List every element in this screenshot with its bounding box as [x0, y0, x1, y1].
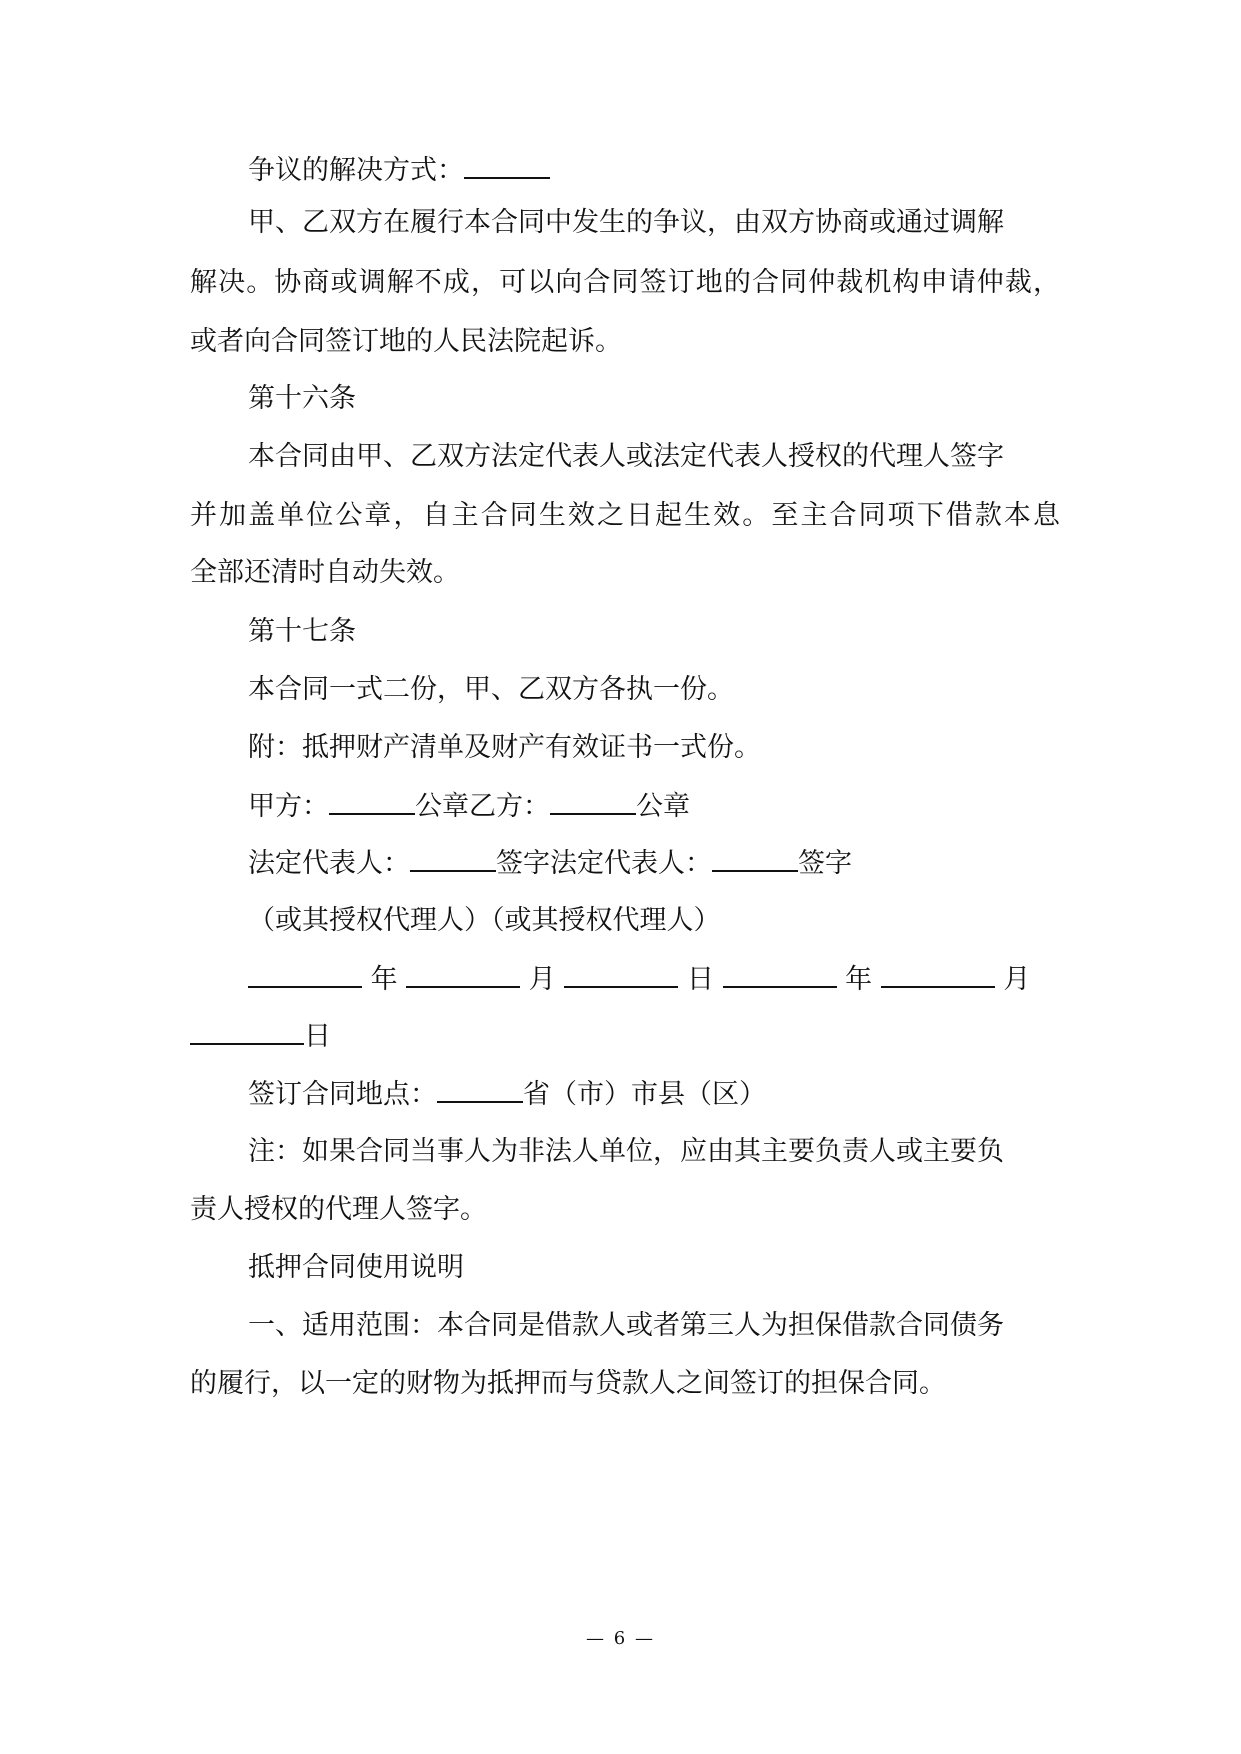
fill-blank [550, 786, 636, 815]
party-seal-line: 甲方： 公章乙方： 公章 [248, 786, 690, 827]
fill-blank [190, 1016, 304, 1045]
fill-blank [329, 786, 415, 815]
instructions-heading: 抵押合同使用说明 [248, 1252, 464, 1283]
date-line: 年 月 日 年 月 [248, 959, 1030, 1000]
paragraph-line: 或者向合同签订地的人民法院起诉。 [190, 326, 622, 357]
note-line: 责人授权的代理人签字。 [190, 1194, 487, 1225]
fill-blank [712, 843, 798, 872]
paragraph-line: 本合同一式二份，甲、乙双方各执一份。 [248, 674, 734, 705]
article-16-heading: 第十六条 [248, 383, 356, 414]
date-line-cont: 日 [190, 1016, 331, 1057]
paragraph-line: 全部还清时自动失效。 [190, 557, 460, 588]
fill-blank [406, 959, 520, 988]
paragraph-line: 本合同由甲、乙双方法定代表人或法定代表人授权的代理人签字 [248, 441, 1004, 472]
article-17-heading: 第十七条 [248, 616, 356, 647]
paragraph-line: 甲、乙双方在履行本合同中发生的争议，由双方协商或通过调解 [248, 207, 1004, 238]
signing-place-line: 签订合同地点： 省（市）市县（区） [248, 1074, 766, 1115]
paragraph-line: 解决。协商或调解不成，可以向合同签订地的合同仲裁机构申请仲裁， [190, 267, 1060, 298]
fill-blank [410, 843, 496, 872]
note-line: 注：如果合同当事人为非法人单位，应由其主要负责人或主要负 [248, 1136, 1004, 1167]
paragraph-line: 一、适用范围：本合同是借款人或者第三人为担保借款合同债务 [248, 1310, 1004, 1341]
representative-signature-line: 法定代表人： 签字法定代表人： 签字 [248, 843, 852, 884]
dispute-resolution-heading: 争议的解决方式： [248, 150, 550, 191]
fill-blank [723, 959, 837, 988]
fill-blank [881, 959, 995, 988]
attachment-line: 附：抵押财产清单及财产有效证书一式份。 [248, 732, 761, 763]
paragraph-line: 的履行，以一定的财物为抵押而与贷款人之间签订的担保合同。 [190, 1368, 946, 1399]
page-number: — 6 — [586, 1628, 655, 1649]
paragraph-line: 并加盖单位公章，自主合同生效之日起生效。至主合同项下借款本息 [190, 500, 1060, 531]
fill-blank [437, 1074, 523, 1103]
fill-blank [464, 150, 550, 179]
authorized-agent-line: （或其授权代理人）（或其授权代理人） [248, 905, 721, 936]
fill-blank [248, 959, 362, 988]
fill-blank [564, 959, 678, 988]
